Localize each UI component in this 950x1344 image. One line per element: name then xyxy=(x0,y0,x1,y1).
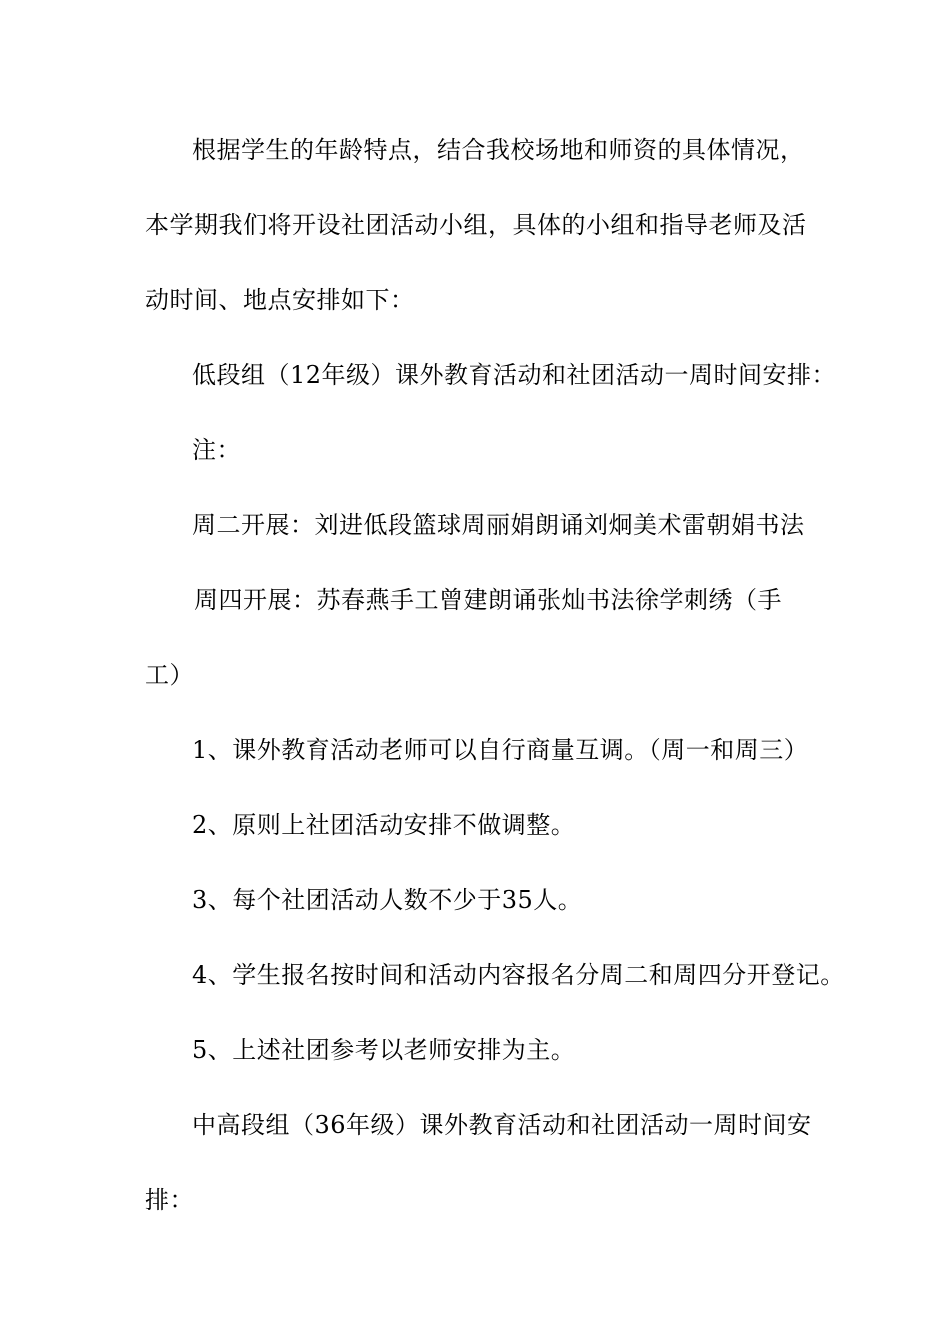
lower-group-heading: 低段组（12年级）课外教育活动和社团活动一周时间安排： xyxy=(192,361,837,389)
note-item-1: 1、课外教育活动老师可以自行商量互调。（周一和周三） xyxy=(192,736,809,764)
note-item-2: 2、原则上社团活动安排不做调整。 xyxy=(192,811,576,839)
tuesday-schedule: 周二开展：刘进低段篮球周丽娟朗诵刘炯美术雷朝娟书法 xyxy=(192,511,805,539)
note-label: 注： xyxy=(192,436,241,464)
upper-group-heading-line-2: 排： xyxy=(145,1186,194,1214)
upper-group-heading-line-1: 中高段组（36年级）课外教育活动和社团活动一周时间安 xyxy=(192,1111,812,1139)
thursday-schedule-line-1: 周四开展：苏春燕手工曾建朗诵张灿书法徐学刺绣（手 xyxy=(194,586,782,614)
note-item-5: 5、上述社团参考以老师安排为主。 xyxy=(192,1036,576,1064)
note-item-4: 4、学生报名按时间和活动内容报名分周二和周四分开登记。 xyxy=(192,961,845,989)
thursday-schedule-line-2: 工） xyxy=(145,661,194,689)
paragraph-intro-line-2: 本学期我们将开设社团活动小组，具体的小组和指导老师及活 xyxy=(145,211,807,239)
note-item-3: 3、每个社团活动人数不少于35人。 xyxy=(192,886,583,914)
paragraph-intro-line-3: 动时间、地点安排如下： xyxy=(145,286,415,314)
paragraph-intro-line-1: 根据学生的年龄特点，结合我校场地和师资的具体情况， xyxy=(192,136,805,164)
